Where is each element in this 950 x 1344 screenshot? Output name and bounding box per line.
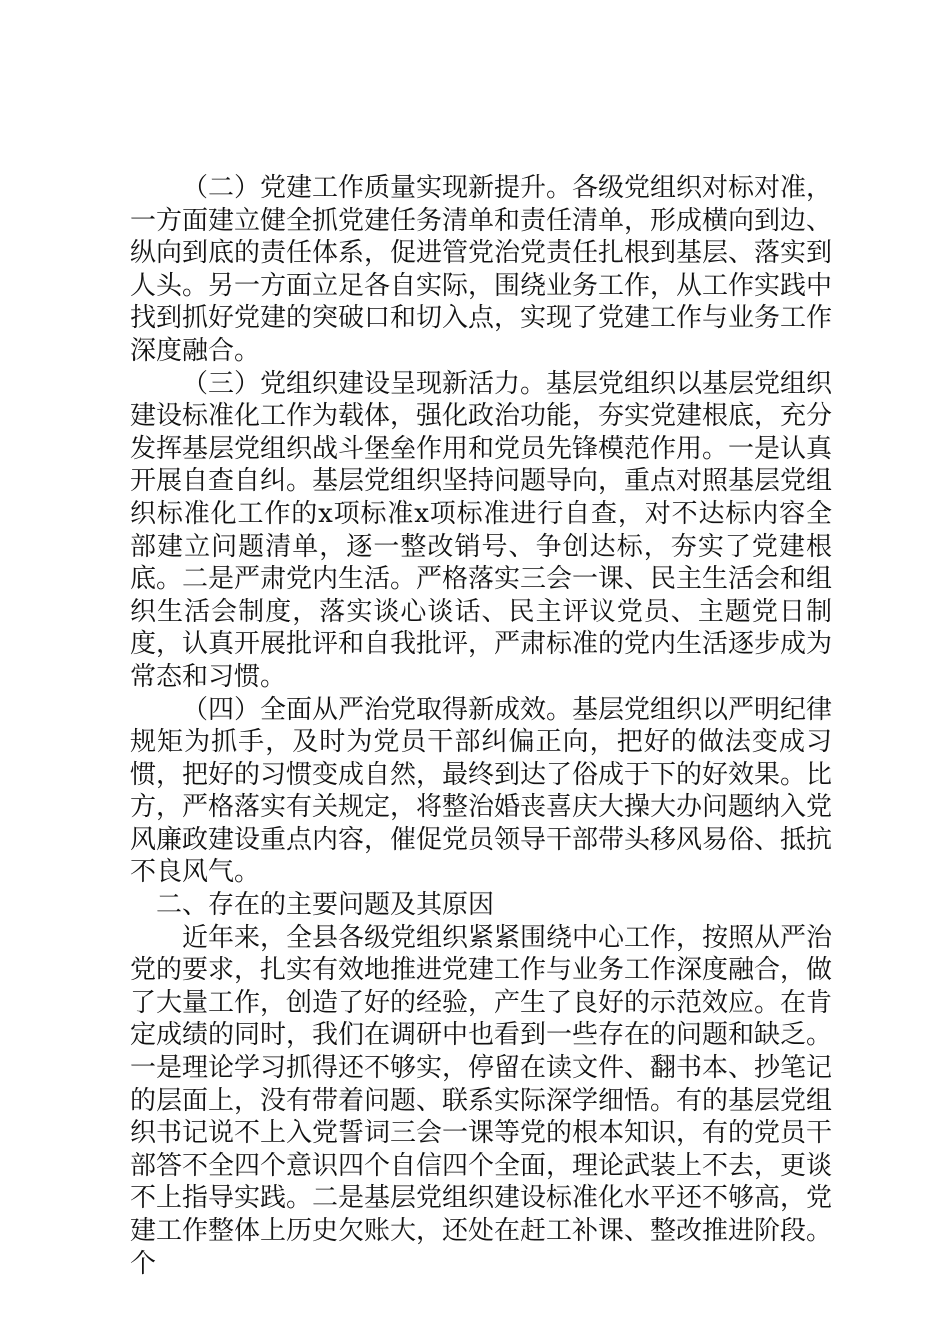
paragraph-strict-governance: （四）全面从严治党取得新成效。基层党组织以严明纪律规矩为抓手，及时为党员干部纠偏正向，把好的做法变成习惯，把好的习惯变成自然，最终到达了俗成于下的好效果。比方，严格落实有关规定，将整治婚丧喜庆大操大办问题纳入党风廉政建设重点内容，催促党员领导干部带头移风易俗、抵抗不良风气。 bbox=[130, 694, 833, 888]
section-heading: 二、存在的主要问题及其原因 bbox=[156, 890, 495, 921]
document-page bbox=[130, 172, 832, 1280]
paragraph-organization-vitality: （三）党组织建设呈现新活力。基层党组织以基层党组织建设标准化工作为载体，强化政治功能，夯实党建根底，充分发挥基层党组织战斗堡垒作用和党员先锋模范作用。一是认真开展自查自纠。基层党组织坚持问题导向，重点对照基层党组织标准化工作的x项标准x项标准进行自查，对不达标内容全部建立问题清单，逐一整改销号、争创达标，夯实了党建根底。二是严肃党内生活。严格落实三会一课、民主生活会和组织生活会制度，落实谈心谈话、民主评议党员、主题党日制度，认真开展批评和自我批评，严肃标准的党内生活逐步成为常态和习惯。 bbox=[130, 368, 833, 692]
paragraph-party-building-quality: （二）党建工作质量实现新提升。各级党组织对标对准，一方面建立健全抓党建任务清单和责任清单，形成横向到边、纵向到底的责任体系，促进管党治党责任扎根到基层、落实到人头。另一方面立足各自实际，围绕业务工作，从工作实践中找到抓好党建的突破口和切入点，实现了党建工作与业务工作深度融合。 bbox=[130, 173, 833, 366]
paragraph-main-problems: 近年来，全县各级党组织紧紧围绕中心工作，按照从严治党的要求，扎实有效地推进党建工作与业务工作深度融合，做了大量工作，创造了好的经验，产生了良好的示范效应。在肯定成绩的同时，我们在调研中也看到一些存在的问题和缺乏。一是理论学习抓得还不够实，停留在读文件、翻书本、抄笔记的层面上，没有带着问题、联系实际深学细悟。有的基层党组织书记说不上入党誓词三会一课等党的根本知识，有的党员干部答不全四个意识四个自信四个全面，理论武装上不去，更谈不上指导实践。二是基层党组织建设标准化水平还不够高，党建工作整体上历史欠账大，还处在赶工补课、整改推进阶段。个 bbox=[130, 922, 833, 1279]
